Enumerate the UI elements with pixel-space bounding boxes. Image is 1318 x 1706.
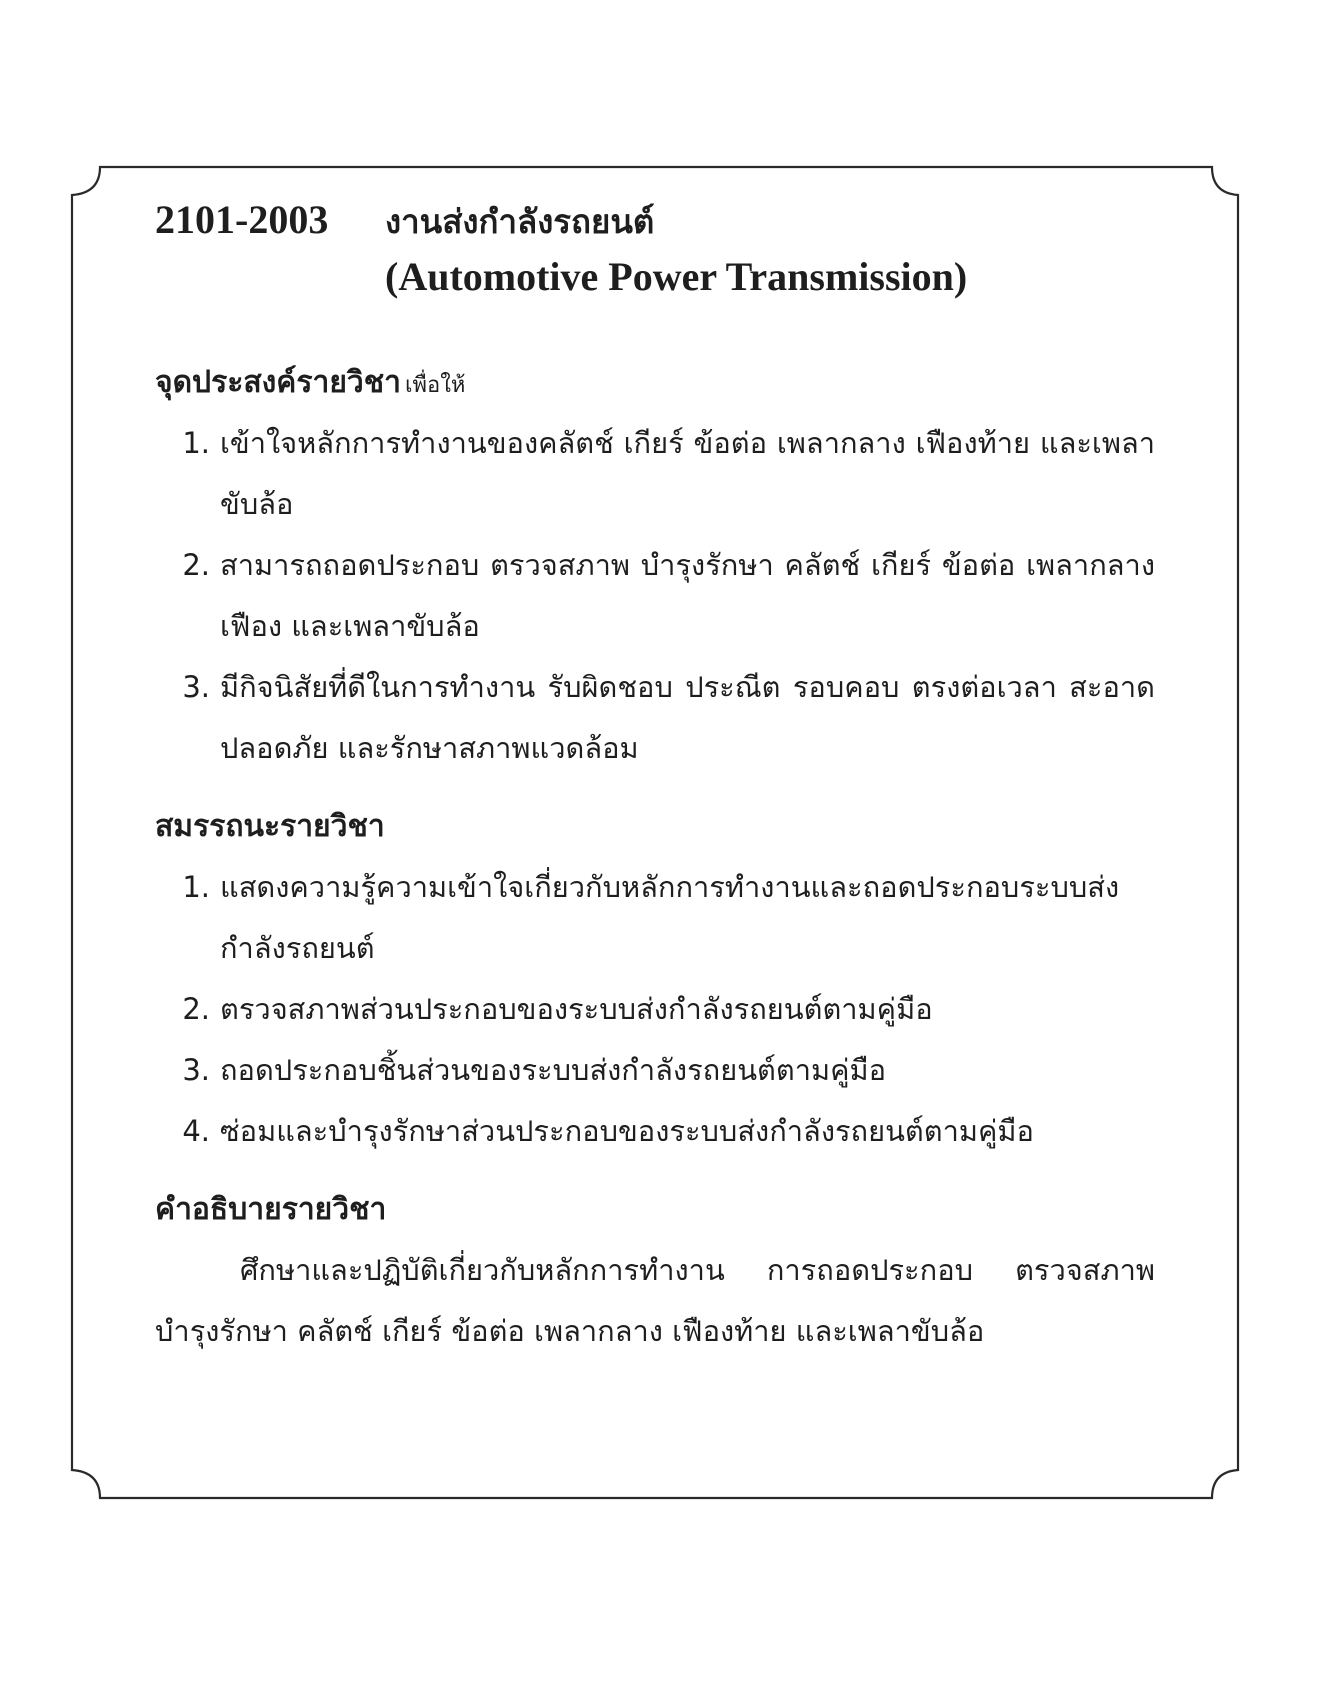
objectives-heading xyxy=(155,353,1155,413)
spacer xyxy=(155,779,1155,797)
list-item xyxy=(155,535,1155,657)
list-item-number: 2. xyxy=(182,992,210,1026)
objectives-heading-text: จุดประสงค์รายวิชา xyxy=(155,365,401,400)
course-title-row xyxy=(155,195,1155,247)
list-item-text: ถอดประกอบชิ้นส่วนของระบบส่งกำลังรถยนต์ตามคู่มือ xyxy=(220,1053,887,1087)
competencies-list xyxy=(155,857,1155,1162)
objectives-list xyxy=(155,413,1155,779)
description-heading: คำอธิบายรายวิชา xyxy=(155,1192,387,1227)
list-item-number: 1. xyxy=(182,426,210,460)
list-item xyxy=(155,657,1155,779)
list-item-number: 4. xyxy=(182,1114,210,1148)
course-code: 2101-2003 xyxy=(155,197,329,242)
list-item-number: 3. xyxy=(182,670,210,704)
course-title-thai: งานส่งกำลังรถยนต์ xyxy=(385,202,655,241)
competencies-heading: สมรรถนะรายวิชา xyxy=(155,809,385,844)
list-item-text: ตรวจสภาพส่วนประกอบของระบบส่งกำลังรถยนต์ตามคู่มือ xyxy=(220,992,933,1026)
spacer xyxy=(155,307,1155,353)
list-item-number: 1. xyxy=(182,870,210,904)
course-document xyxy=(155,195,1155,1362)
list-item-text: มีกิจนิสัยที่ดีในการทำงาน รับผิดชอบ ประณีต รอบคอบ ตรงต่อเวลา สะอาด ปลอดภัย และรักษาสภาพแวดล้อม xyxy=(220,670,1155,765)
description-paragraph: ศึกษาและปฏิบัติเกี่ยวกับหลักการทำงาน การถอดประกอบ ตรวจสภาพ บำรุงรักษา คลัตช์ เกียร์ ข้อต่อ เพลากลาง เฟืองท้าย และเพลาขับล้อ xyxy=(155,1253,1155,1348)
list-item-text: แสดงความรู้ความเข้าใจเกี่ยวกับหลักการทำงานและถอดประกอบระบบส่งกำลังรถยนต์ xyxy=(220,870,1120,965)
spacer xyxy=(155,1162,1155,1180)
course-title-english: (Automotive Power Transmission) xyxy=(385,254,968,299)
list-item-number: 2. xyxy=(182,548,210,582)
list-item xyxy=(155,1101,1155,1162)
list-item-number: 3. xyxy=(182,1053,210,1087)
list-item xyxy=(155,413,1155,535)
list-item-text: ซ่อมและบำรุงรักษาส่วนประกอบของระบบส่งกำลังรถยนต์ตามคู่มือ xyxy=(220,1114,1034,1148)
list-item-text: สามารถถอดประกอบ ตรวจสภาพ บำรุงรักษา คลัตช์ เกียร์ ข้อต่อ เพลากลาง เฟือง และเพลาขับล้อ xyxy=(220,548,1155,643)
list-item xyxy=(155,1040,1155,1101)
list-item-text: เข้าใจหลักการทำงานของคลัตช์ เกียร์ ข้อต่อ เพลากลาง เฟืองท้าย และเพลาขับล้อ xyxy=(220,426,1155,521)
list-item xyxy=(155,979,1155,1040)
list-item xyxy=(155,857,1155,979)
objectives-heading-suffix: เพื่อให้ xyxy=(404,373,466,398)
